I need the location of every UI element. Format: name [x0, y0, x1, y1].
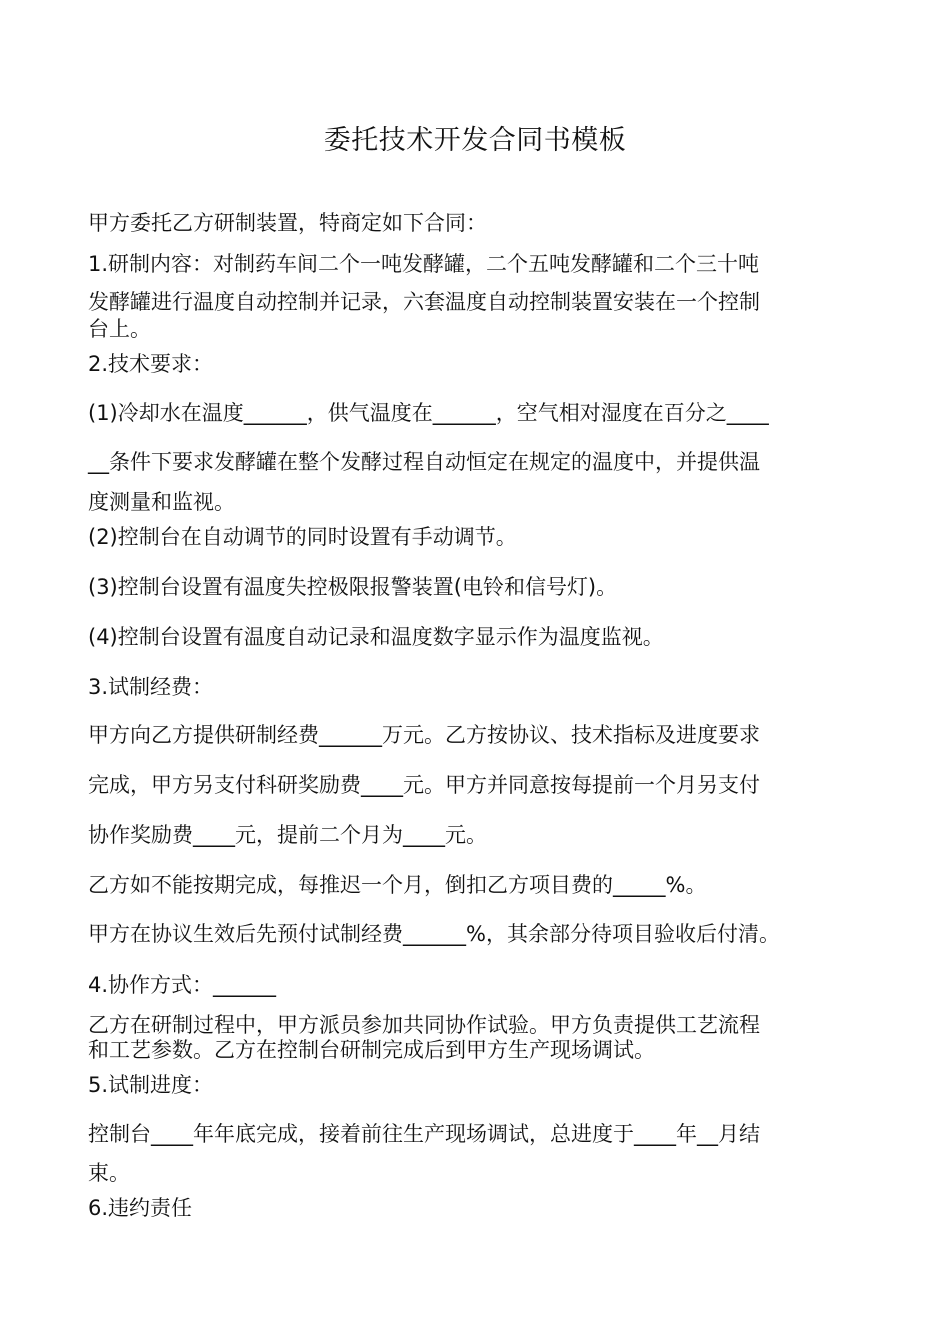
section-3-heading: 3.试制经费：	[88, 675, 214, 699]
prepayment-line: 甲方在协议生效后先预付试制经费______%，其余部分待项目验收后付清。	[88, 922, 780, 946]
schedule-line-1: 控制台____年年底完成，接着前往生产现场调试，总进度于____年__月结	[88, 1122, 760, 1146]
requirement-4: (4)控制台设置有温度自动记录和温度数字显示作为温度监视。	[88, 625, 664, 649]
requirement-1-line-1: (1)冷却水在温度______，供气温度在______，空气相对湿度在百分之____	[88, 401, 769, 425]
section-2-heading: 2.技术要求：	[88, 352, 214, 376]
requirement-1-line-3: 度测量和监视。	[88, 490, 235, 514]
funding-line-3: 协作奖励费____元，提前二个月为____元。	[88, 823, 487, 847]
cooperation-line-2: 和工艺参数。乙方在控制台研制完成后到甲方生产现场调试。	[88, 1038, 655, 1062]
section-1-line-2: 发酵罐进行温度自动控制并记录，六套温度自动控制装置安装在一个控制	[88, 290, 760, 314]
section-1-line-3: 台上。	[88, 317, 151, 341]
section-4-heading: 4.协作方式：______	[88, 973, 277, 997]
requirement-3: (3)控制台设置有温度失控极限报警装置(电铃和信号灯)。	[88, 575, 618, 599]
funding-line-1: 甲方向乙方提供研制经费______万元。乙方按协议、技术指标及进度要求	[88, 723, 760, 747]
section-1-line-1: 1.研制内容：对制药车间二个一吨发酵罐，二个五吨发酵罐和二个三十吨	[88, 252, 760, 276]
requirement-1-line-2: __条件下要求发酵罐在整个发酵过程自动恒定在规定的温度中，并提供温	[88, 450, 760, 474]
schedule-line-2: 束。	[88, 1161, 130, 1185]
funding-line-2: 完成，甲方另支付科研奖励费____元。甲方并同意按每提前一个月另支付	[88, 773, 760, 797]
penalty-line: 乙方如不能按期完成，每推迟一个月，倒扣乙方项目费的_____%。	[88, 873, 707, 897]
document-title: 委托技术开发合同书模板	[323, 125, 627, 156]
requirement-2: (2)控制台在自动调节的同时设置有手动调节。	[88, 525, 517, 549]
cooperation-line-1: 乙方在研制过程中，甲方派员参加共同协作试验。甲方负责提供工艺流程	[88, 1013, 760, 1037]
intro-line: 甲方委托乙方研制装置，特商定如下合同：	[88, 211, 487, 235]
section-5-heading: 5.试制进度：	[88, 1073, 214, 1097]
section-6-heading: 6.违约责任	[88, 1196, 193, 1220]
